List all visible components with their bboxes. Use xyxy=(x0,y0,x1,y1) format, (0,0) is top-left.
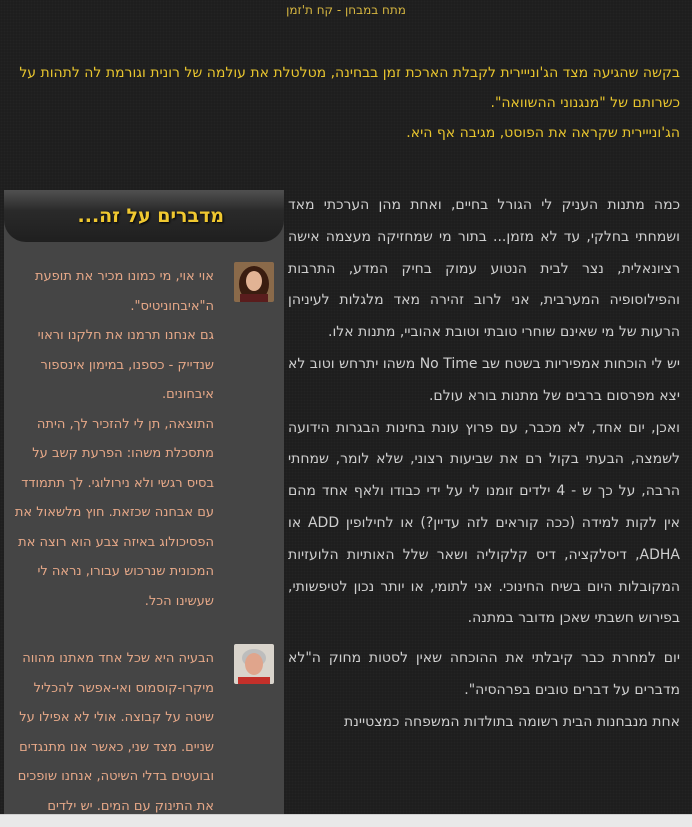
page-subtitle: מתח במבחן - קח ת'זמן xyxy=(286,3,406,17)
sidebar-title: מדברים על זה... xyxy=(4,190,284,242)
post-intro xyxy=(8,58,680,148)
comment-text xyxy=(14,644,214,821)
comments-sidebar xyxy=(4,190,284,827)
body-paragraph: אחת מנבחנות הבית רשומה בתולדות המשפחה כמצטיינת xyxy=(344,713,680,730)
intro-paragraph: הג'ונייירית שקראה את הפוסט, מגיבה אף היא. xyxy=(406,125,680,141)
commenter-avatar[interactable] xyxy=(234,262,274,302)
paragraph-spacer xyxy=(288,635,680,643)
intro-paragraph: בקשה שהגיעה מצד הג'ונייירית לקבלת הארכת זמן בבחינה, מטלטלת את עולמה של רונית וגורמת לה לתהות על כשרותם של "מנגנוני ההשוואה". xyxy=(19,65,680,111)
body-paragraph: יום למחרת כבר קיבלתי את ההוכחה שאין לסטות מחוק ה"לא מדברים על דברים טובים בפרהסיה". xyxy=(288,650,680,698)
comment-paragraph: התוצאה, תן לי להזכיר לך, היתה מתסכלת משהו: הפרעת קשב על בסיס רגשי ולא נירולוגי. לך תתמודד עם אבחנה שכזאת. חוץ מלשאול את הפסיכולוג באיזה צבע הוא רוצה את המכונית שנרכוש עבורו, נראה לי שעשינו הכל. xyxy=(14,416,214,609)
horizontal-scrollbar[interactable] xyxy=(0,814,692,827)
comment-paragraph: אוי אוי, מי כמונו מכיר את תופעת ה"איבחוניטיס". xyxy=(34,269,214,314)
comment-paragraph: גם אנחנו תרמנו את חלקנו וראוי שנדייק - כספנו, במימון אינספור איבחונים. xyxy=(37,328,214,402)
body-paragraph: יש לי הוכחות אמפיריות בשטח שב No Time משהו יתרחש וטוב לא יצא מפרסום ברבים של מתנות בורא עולם. xyxy=(288,355,681,404)
comment-text xyxy=(14,262,214,616)
comment-paragraph: הבעיה היא שכל אחד מאתנו מהווה מיקרו-קוסמוס ואי-אפשר להכליל שיטה על קבוצה. אולי לא אפילו על שניים. מצד שני, כאשר אנו מתנגדים ובועטים בדלי השיטה, אנחנו שופכים את התינוק עם המים. יש ילדים xyxy=(17,651,214,814)
body-paragraph: ואכן, יום אחד, לא מכבר, עם פרוץ עונת בחינות הבגרות הידועה לשמצה, הבעתי בקול רם את שביעות רצוני, שלא לומר, שמחתי הרבה, על כך ש - 4 ילדים זומנו לי על ידי כבודו ולאף אחד מהם אין לקות למידה (ככה קוראים לזה עדיין?) או לחילופין ADD או ADHA, דיסלקציה, דיס קלקוליה ושאר שלל האותיות הלועזיות המקובלות היום בשיח החינוכי. אני לתומי, או יותר נכון לטיפשותי, בפירוש חשבתי שאכן מדובר במתנה. xyxy=(288,419,681,627)
avatar-man-icon xyxy=(234,644,274,684)
body-paragraph: כמה מתנות העניק לי הגורל בחיים, ואחת מהן הערכתי מאד ושמחתי בחלקי, עד לא מזמן... בתור מי שמחזיקה מעצמה אישה רציונאלית, נצר לבית הנטוע עמוק בחיק המדע, התרבות והפילוסופיה המערבית, אני לרוב זהירה מאד מלגלות לעיניהן הרעות של מי שאינם שוחרי טובתי וטובת אהוביי, מתנות אלו. xyxy=(288,197,680,341)
avatar-woman-icon xyxy=(234,262,274,302)
post-body xyxy=(288,190,680,739)
commenter-avatar[interactable] xyxy=(234,644,274,684)
